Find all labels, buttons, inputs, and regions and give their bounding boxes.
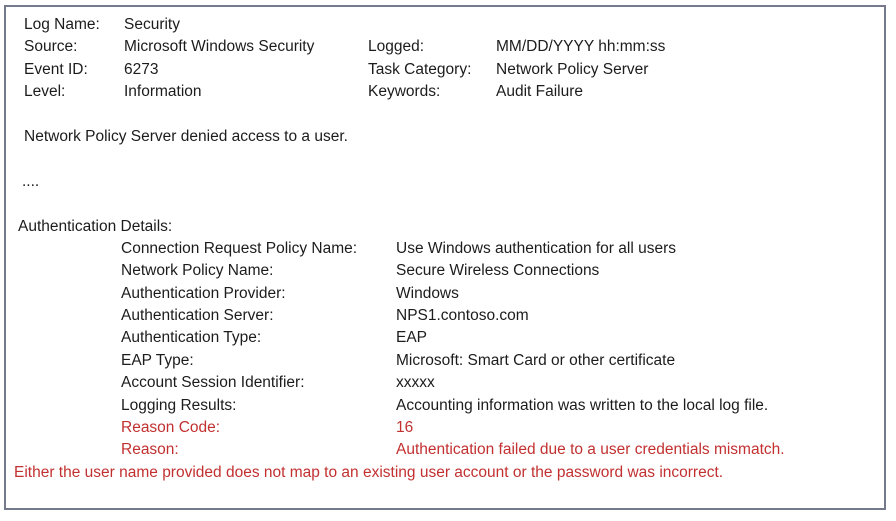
auth-details-title: Authentication Details: (18, 217, 173, 235)
detail-value: Windows (396, 284, 459, 302)
reason-footnote: Either the user name provided does not map to an existing user account or the password was incorrect. (14, 463, 724, 481)
detail-row-account-session-id (6, 372, 884, 394)
detail-row-auth-provider (6, 283, 884, 305)
detail-row-auth-type (6, 327, 884, 349)
event-log-content (6, 7, 884, 484)
detail-value: EAP (396, 329, 428, 347)
detail-row-auth-server (6, 305, 884, 327)
detail-label: Authentication Server: (121, 307, 274, 325)
detail-label: Reason Code: (121, 419, 221, 437)
log-name-value: Security (124, 16, 180, 33)
logged-value: MM/DD/YYYY hh:mm:ss (496, 38, 666, 56)
header-row-event-id (6, 59, 884, 81)
keywords-value: Audit Failure (496, 83, 584, 101)
detail-row-connection-request-policy (6, 238, 884, 260)
detail-value: NPS1.contoso.com (396, 307, 529, 325)
detail-label: Authentication Provider: (121, 284, 286, 302)
header-row-log-name (6, 14, 884, 36)
detail-label: Reason: (121, 441, 179, 459)
log-name-label: Log Name: (24, 16, 100, 33)
blank-line (6, 193, 884, 215)
detail-row-eap-type (6, 350, 884, 372)
detail-value: Secure Wireless Connections (396, 262, 600, 280)
header-row-level (6, 81, 884, 103)
level-value: Information (124, 83, 202, 101)
header-row-source (6, 36, 884, 58)
detail-label: Connection Request Policy Name: (121, 239, 358, 257)
event-log-box (4, 5, 886, 510)
keywords-label: Keywords: (368, 83, 441, 101)
detail-value: 16 (396, 419, 414, 437)
ellipsis-text: .... (22, 172, 40, 190)
detail-label: Logging Results: (121, 396, 237, 414)
detail-row-reason (6, 439, 884, 461)
detail-value: Use Windows authentication for all users (396, 239, 676, 257)
detail-value: xxxxx (396, 374, 435, 392)
detail-value: Authentication failed due to a user credentials mismatch. (396, 441, 785, 459)
detail-label: Network Policy Name: (121, 262, 274, 280)
task-category-label: Task Category: (368, 60, 472, 78)
source-label: Source: (24, 38, 78, 56)
detail-label: Authentication Type: (121, 329, 262, 347)
blank-line (6, 148, 884, 170)
detail-label: EAP Type: (121, 351, 194, 369)
detail-value: Accounting information was written to the local log file. (396, 396, 769, 414)
detail-row-logging-results (6, 395, 884, 417)
event-id-value: 6273 (124, 60, 159, 78)
detail-label: Account Session Identifier: (121, 374, 305, 392)
event-id-label: Event ID: (24, 60, 88, 78)
blank-line (6, 104, 884, 126)
source-value: Microsoft Windows Security (124, 38, 315, 56)
detail-value: Microsoft: Smart Card or other certificate (396, 351, 676, 369)
event-description: Network Policy Server denied access to a user. (24, 127, 348, 145)
logged-label: Logged: (368, 38, 425, 56)
detail-row-network-policy-name (6, 260, 884, 282)
detail-row-reason-code (6, 417, 884, 439)
task-category-value: Network Policy Server (496, 60, 649, 78)
level-label: Level: (24, 83, 66, 101)
